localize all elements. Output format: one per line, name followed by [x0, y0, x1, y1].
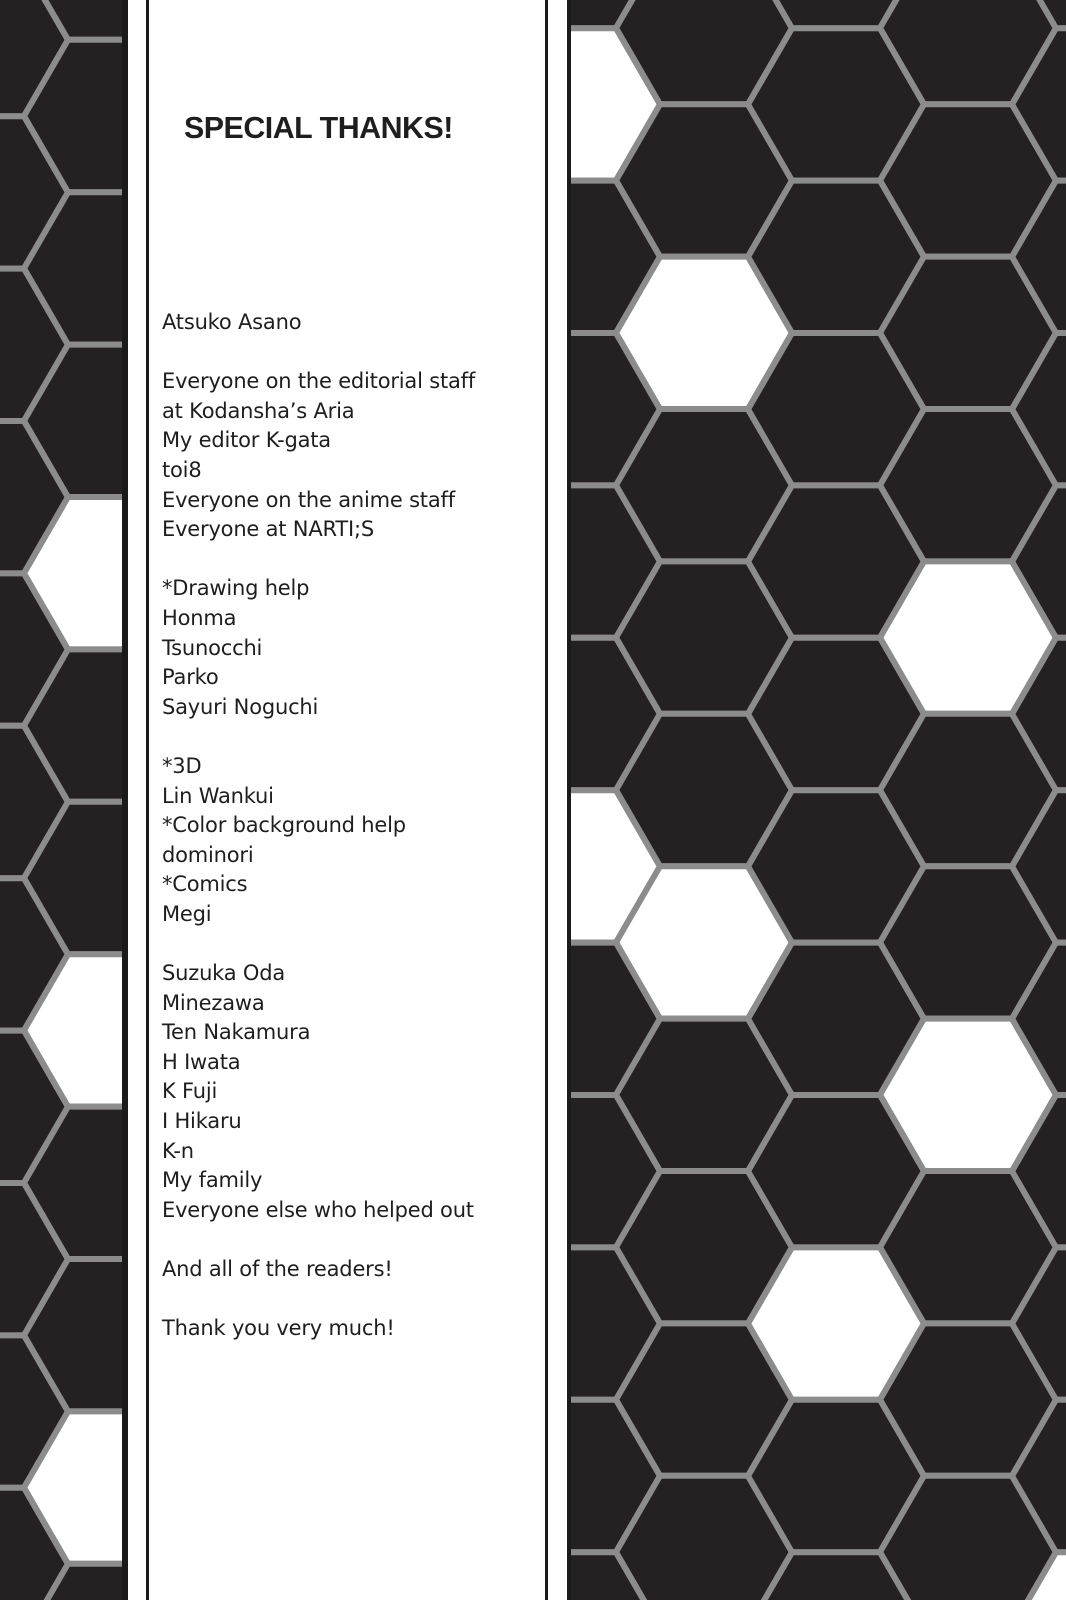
credit-line: Atsuko Asano	[162, 310, 302, 334]
credit-line: Everyone on the editorial staff	[162, 369, 476, 394]
credit-line: Tsunocchi	[162, 635, 263, 660]
credit-line: Sayuri Noguchi	[162, 694, 319, 719]
left-inner-rule	[146, 0, 149, 1600]
group-spacer	[162, 929, 537, 959]
right-hexagon-strip	[484, 0, 1066, 1600]
credit-line: Everyone at NARTI;S	[162, 517, 374, 542]
credits-list	[162, 308, 537, 1344]
credit-line: *3D	[162, 753, 202, 778]
credit-line: Everyone else who helped out	[162, 1197, 474, 1222]
group-spacer	[162, 722, 537, 752]
credit-line: My family	[162, 1168, 263, 1193]
group-spacer	[162, 1285, 537, 1315]
left-outer-rule	[122, 0, 128, 1600]
credit-line: Megi	[162, 901, 212, 926]
credit-line: Everyone on the anime staff	[162, 487, 455, 512]
credit-line: Suzuka Oda	[162, 961, 286, 986]
credit-line: Parko	[162, 665, 219, 690]
credit-line: toi8	[162, 457, 202, 482]
group-spacer	[162, 338, 537, 368]
credit-line: My editor K-gata	[162, 428, 331, 453]
credit-line: *Drawing help	[162, 576, 310, 601]
credit-line: Ten Nakamura	[162, 1020, 311, 1045]
credit-line: Lin Wankui	[162, 783, 274, 808]
credit-line: I Hikaru	[162, 1109, 242, 1134]
credit-line: *Color background help	[162, 813, 406, 838]
credit-line: at Kodansha’s Aria	[162, 398, 355, 423]
credit-line: Minezawa	[162, 990, 265, 1015]
credit-line: Thank you very much!	[162, 1316, 395, 1341]
right-inner-rule	[545, 0, 548, 1600]
credit-line: K-n	[162, 1138, 194, 1163]
credit-line: *Comics	[162, 872, 248, 897]
credit-line: Honma	[162, 605, 237, 630]
group-spacer	[162, 1225, 537, 1255]
credit-line: H Iwata	[162, 1049, 241, 1074]
credit-line: dominori	[162, 842, 254, 867]
page-title: SPECIAL THANKS!	[184, 110, 453, 145]
right-outer-rule	[567, 0, 571, 1600]
credits-panel	[150, 0, 545, 1600]
credit-line: K Fuji	[162, 1079, 218, 1104]
credit-line: And all of the readers!	[162, 1257, 393, 1281]
group-spacer	[162, 545, 537, 575]
